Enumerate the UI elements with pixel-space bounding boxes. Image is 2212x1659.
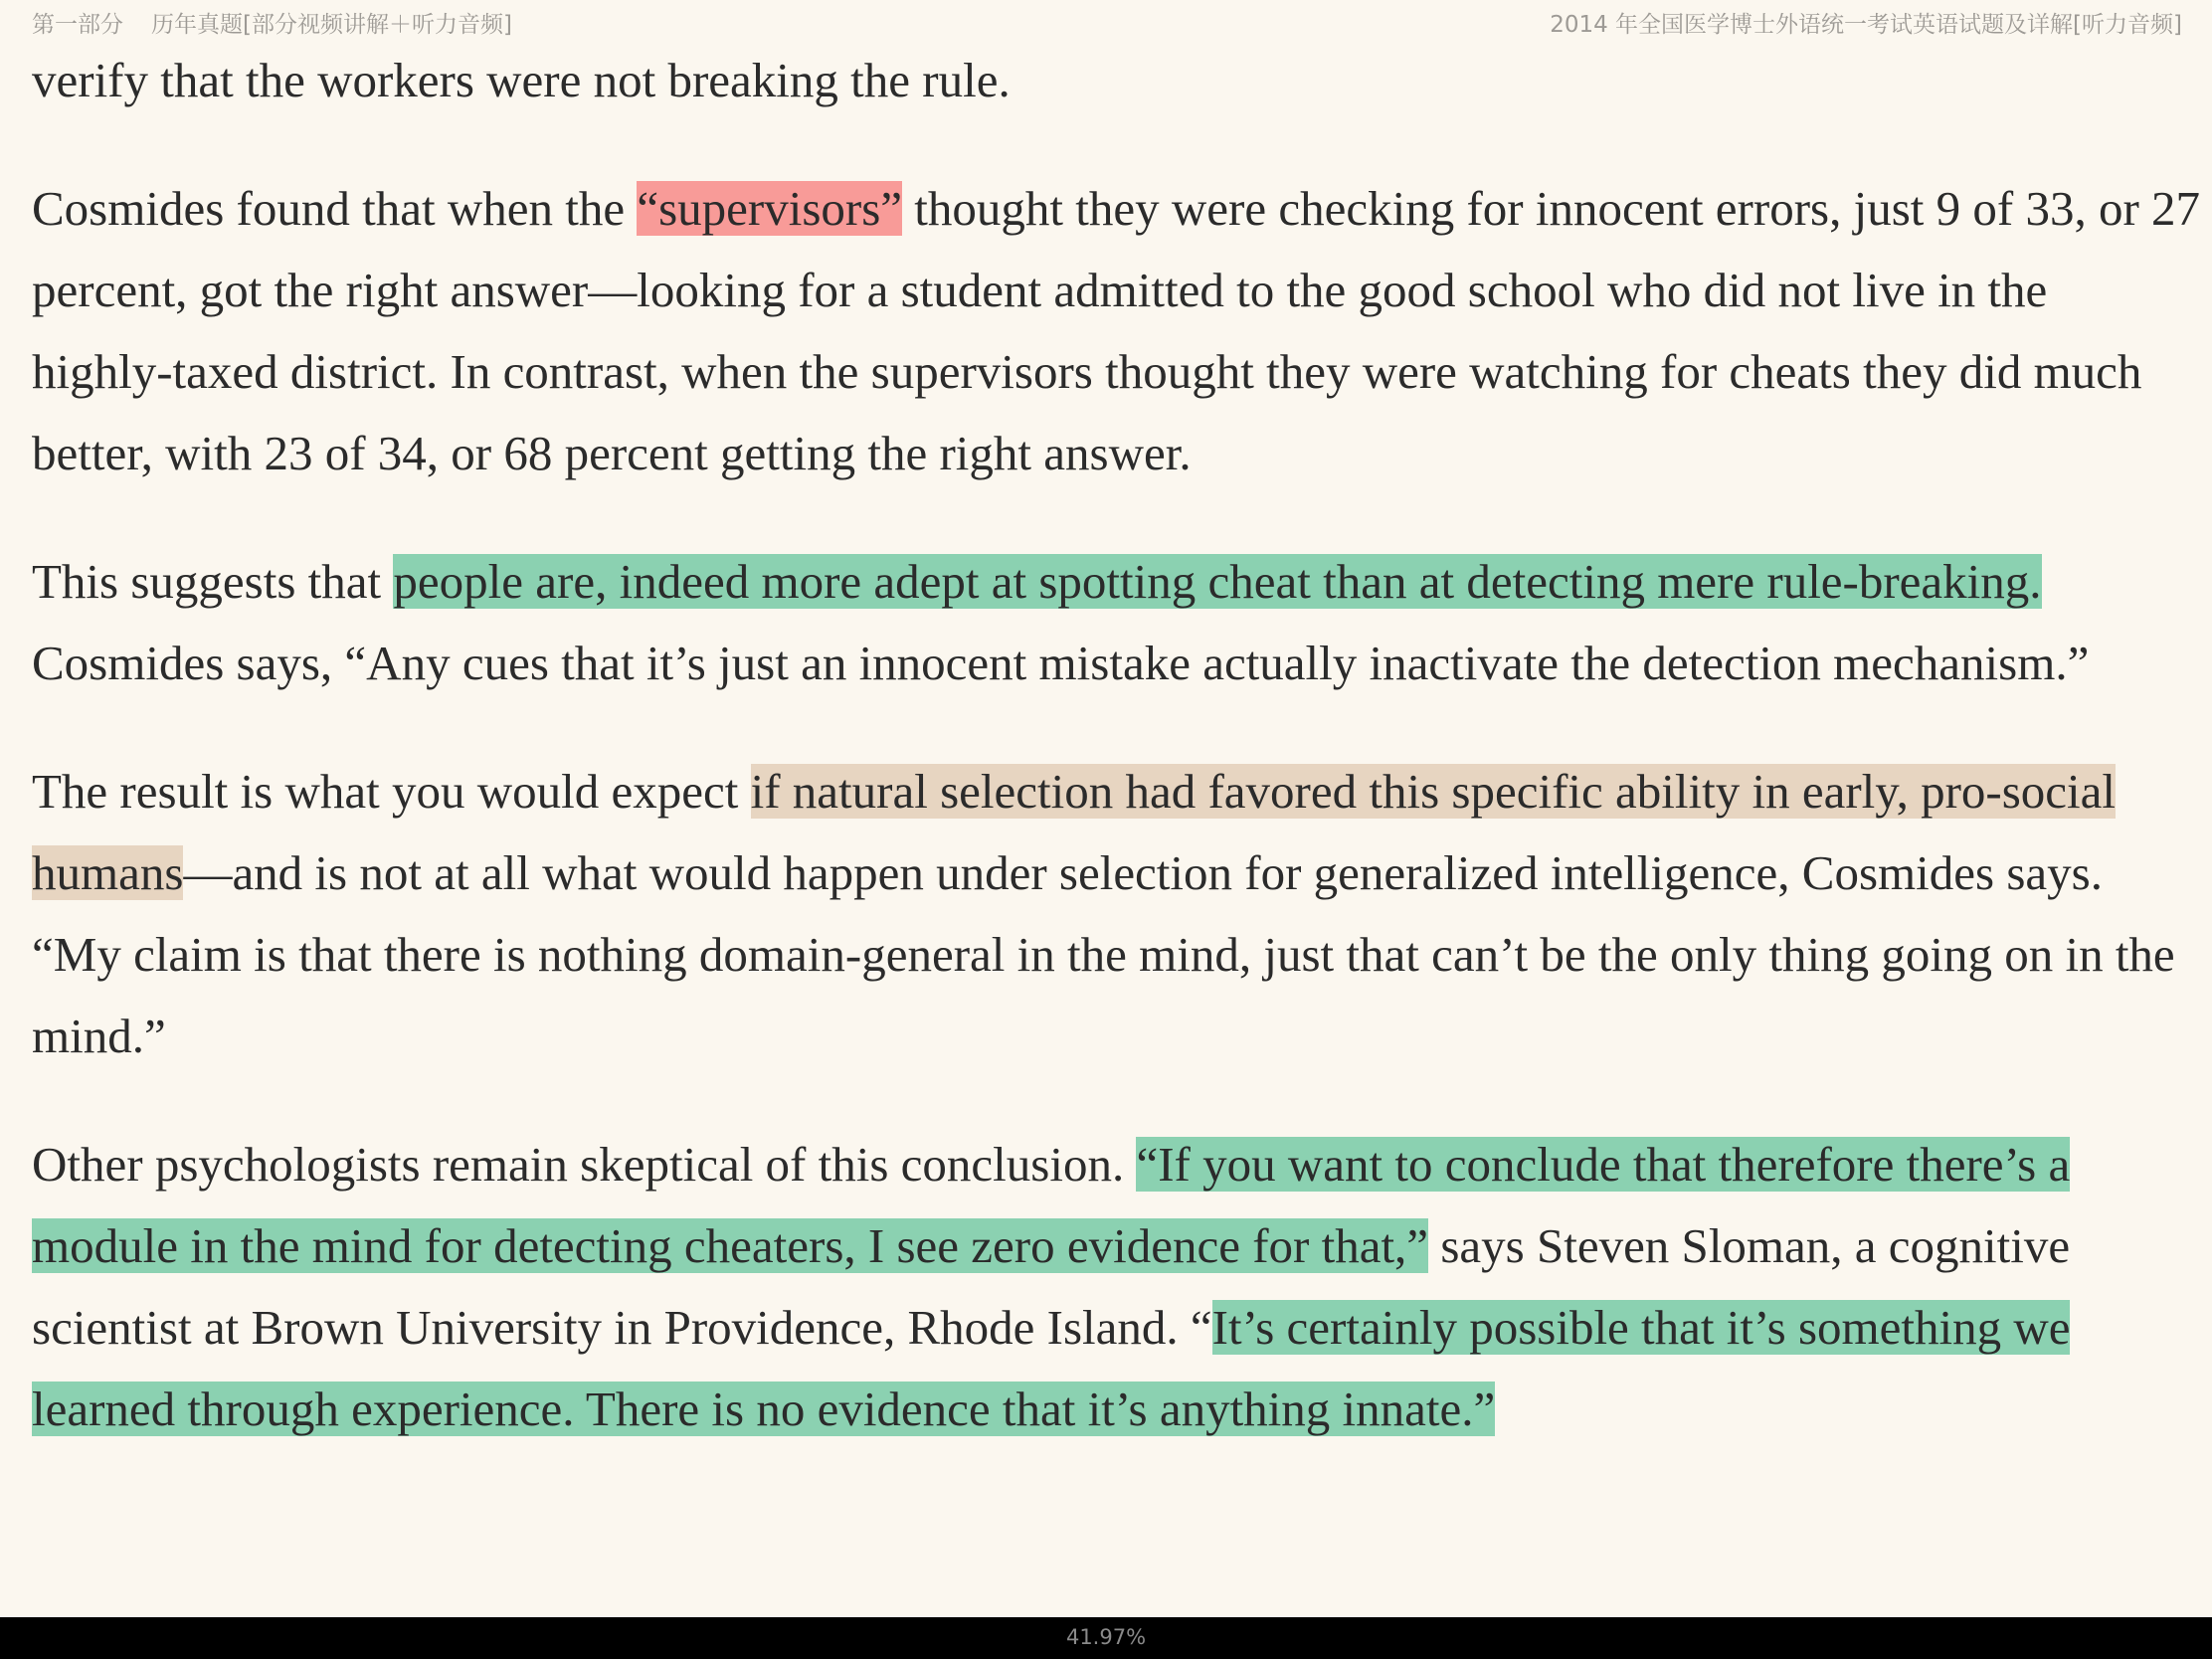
- text-paragraph[interactable]: [32, 40, 2200, 121]
- text-segment: The result is what you would expect: [32, 764, 751, 819]
- text-segment: says Steven Sloman, a cognitive scientist at Brown University in Providence, Rhode Island. “: [32, 1218, 2071, 1355]
- reader-footer-bar[interactable]: [0, 1617, 2212, 1659]
- text-segment: —and is not at all what would happen under selection for generalized intelligence, Cosmides says. “My claim is that there is nothing domain-general in the mind, just that can’t be the only thing going on in the mind.”: [32, 845, 2175, 1063]
- header-chapter: 历年真题[部分视频讲解＋听力音频]: [151, 12, 512, 38]
- highlight-tan[interactable]: if natural selection had favored this specific ability in early, pro-social humans: [32, 764, 2117, 900]
- text-paragraph[interactable]: [32, 751, 2200, 1077]
- header-breadcrumb: [32, 6, 512, 39]
- header-section: 第一部分: [32, 12, 123, 38]
- text-segment: This suggests that: [32, 554, 394, 609]
- text-paragraph[interactable]: [32, 1124, 2200, 1450]
- reading-progress: 41.97%: [1065, 1625, 1147, 1649]
- text-segment: verify that the workers were not breaking the rule.: [32, 53, 1011, 107]
- text-paragraph[interactable]: [32, 168, 2200, 494]
- highlight-red[interactable]: “supervisors”: [637, 181, 903, 236]
- text-segment: Cosmides says, “Any cues that it’s just an innocent mistake actually inactivate the detection mechanism.”: [32, 636, 2090, 690]
- text-segment: Other psychologists remain skeptical of this conclusion.: [32, 1137, 1137, 1192]
- text-segment: Cosmides found that when the: [32, 181, 638, 236]
- highlight-green[interactable]: people are, indeed more adept at spotting cheat than at detecting mere rule-breaking.: [393, 554, 2042, 609]
- reader-header: [0, 0, 2212, 40]
- header-book-title: 2014 年全国医学博士外语统一考试英语试题及详解[听力音频]: [1550, 12, 2182, 38]
- reader-page-content[interactable]: [32, 40, 2200, 1497]
- highlight-green[interactable]: “If you want to conclude that therefore there’s a module in the mind for detecting cheaters, I see zero evidence for that,”: [32, 1137, 2071, 1273]
- text-paragraph[interactable]: [32, 541, 2200, 704]
- text-segment: thought they were checking for innocent errors, just 9 of 33, or 27 percent, got the right answer—looking for a student admitted to the good school who did not live in the highly-taxed district. In contrast, when the supervisors thought they were watching for cheats they did much better, with 23 of 34, or 68 percent getting the right answer.: [32, 181, 2201, 480]
- highlight-green[interactable]: It’s certainly possible that it’s something we learned through experience. There is no evidence that it’s anything innate.”: [32, 1300, 2071, 1436]
